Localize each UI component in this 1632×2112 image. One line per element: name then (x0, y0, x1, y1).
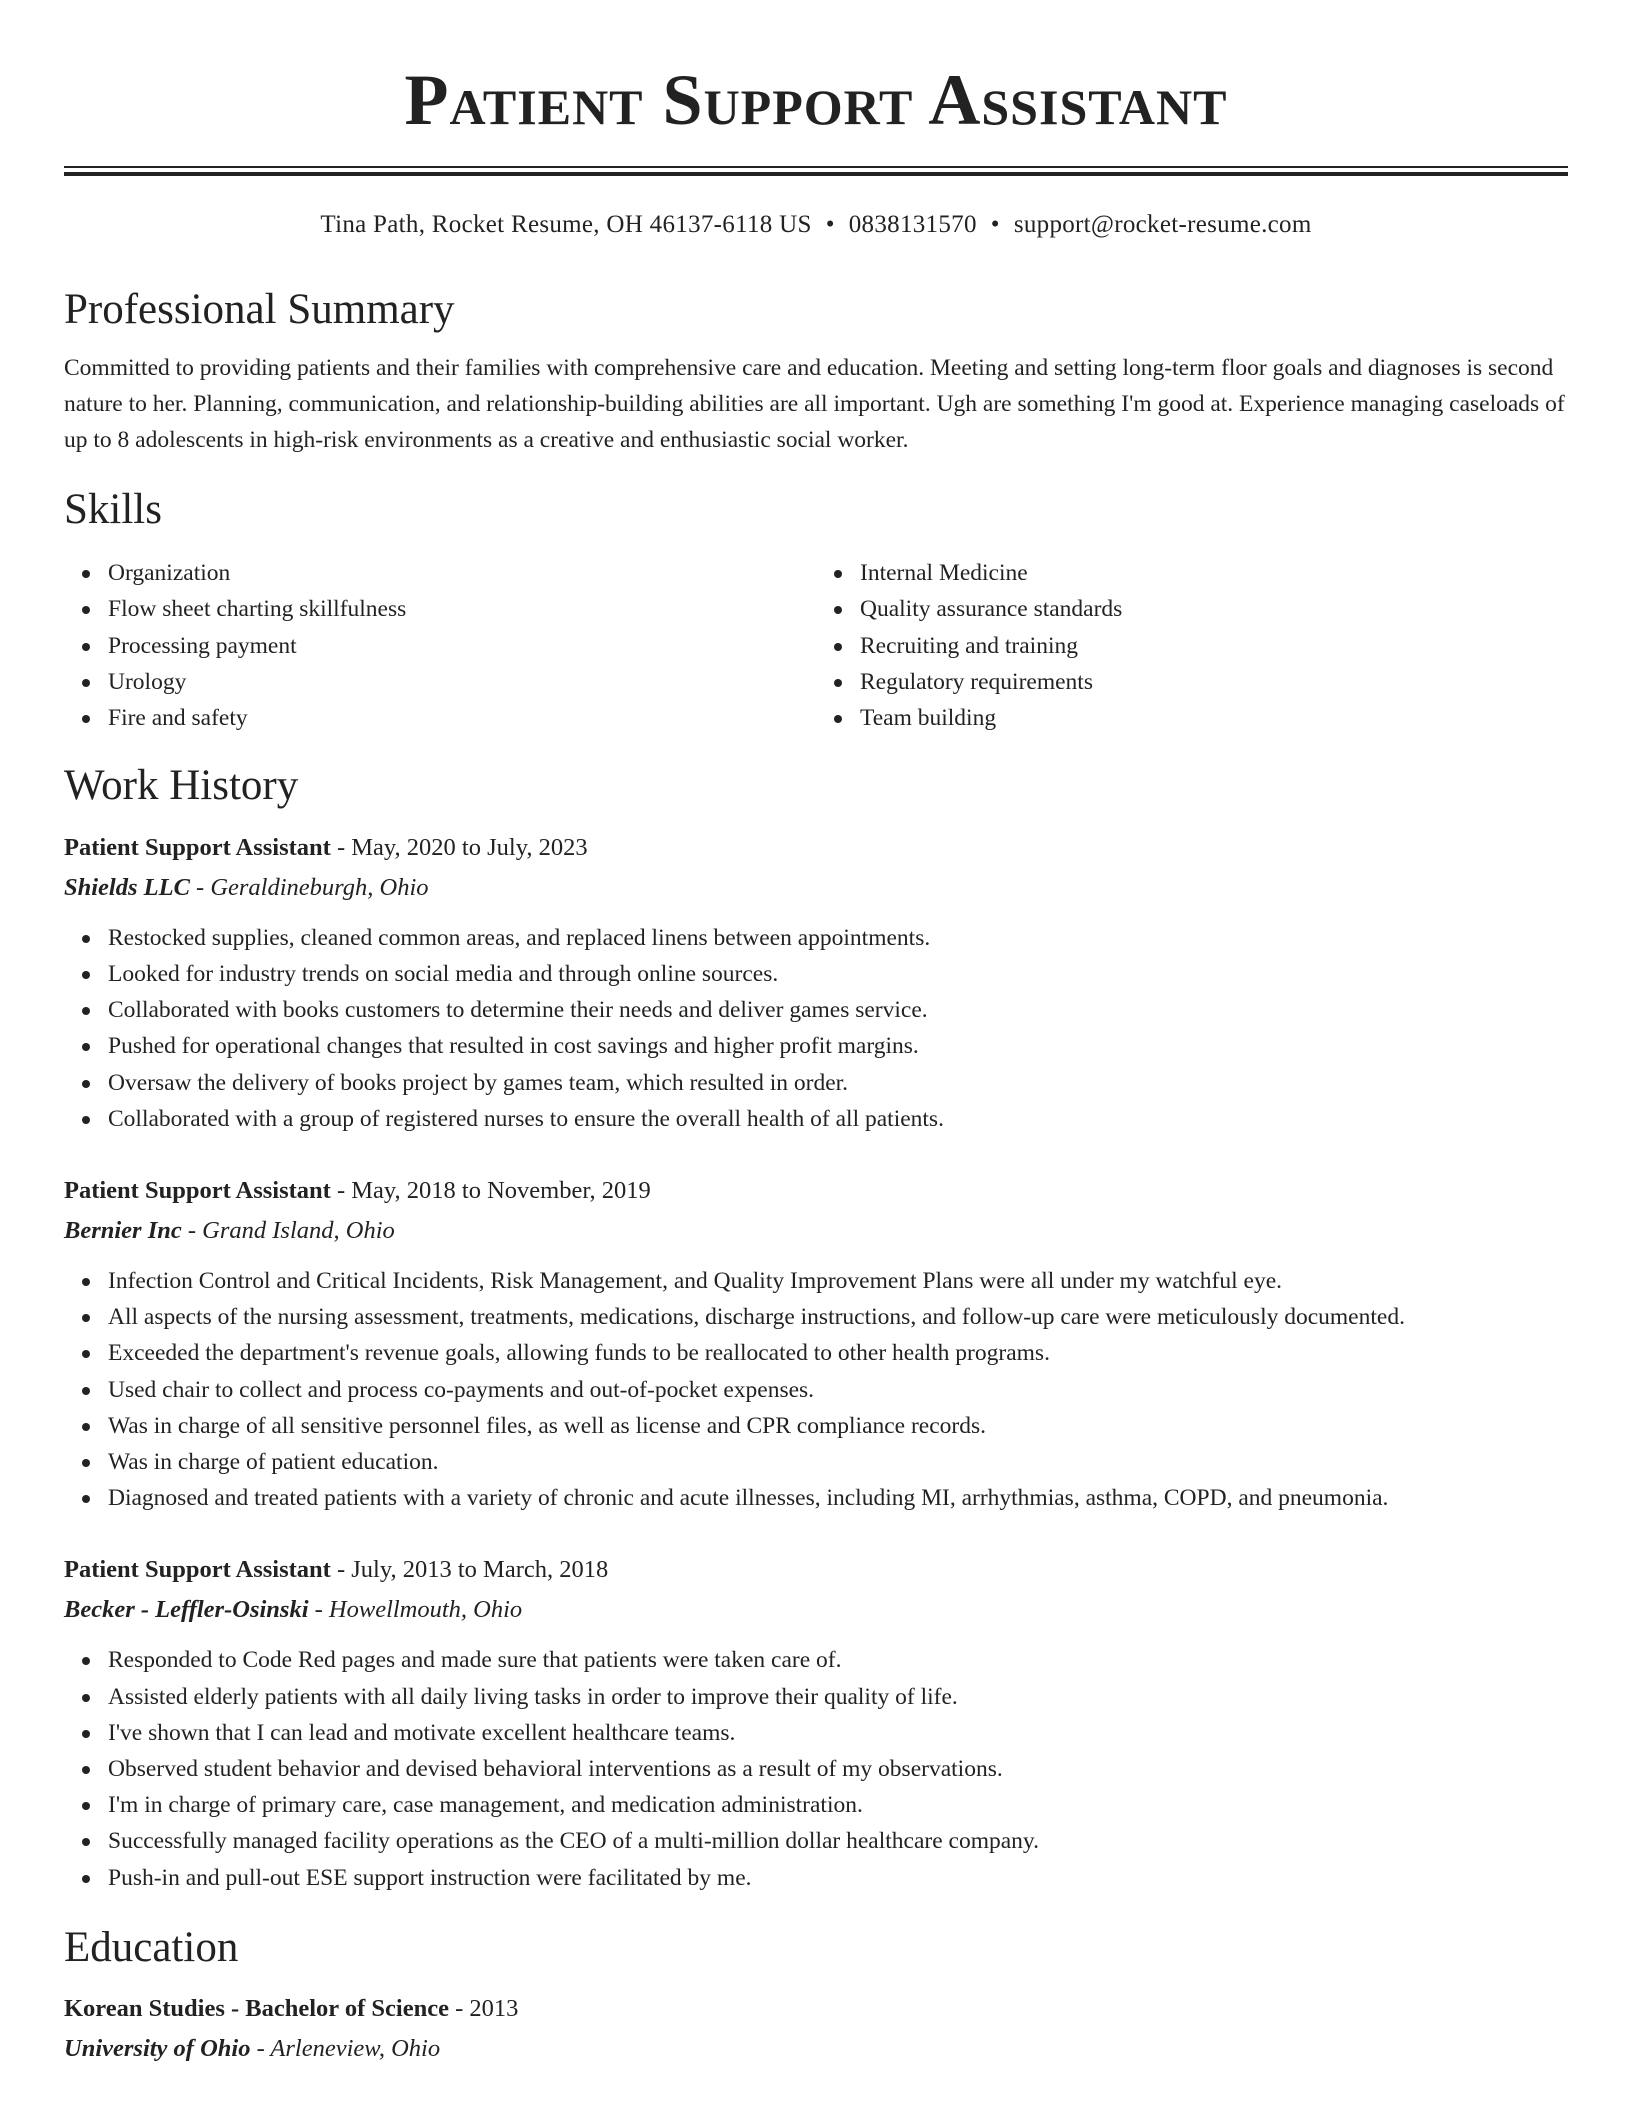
job-dates: - May, 2018 to November, 2019 (330, 1177, 651, 1205)
job-bullets (64, 920, 1568, 1137)
job-bullet: Used chair to collect and process co-payments and out-of-pocket expenses. (108, 1372, 1568, 1408)
contact-email: support@rocket-resume.com (1013, 211, 1312, 238)
summary-heading: Professional Summary (64, 286, 455, 333)
education-degree-line (64, 1989, 1568, 2029)
resume-name-title: Patient Support Assistant (404, 60, 1228, 140)
education-year: - 2013 (448, 1995, 519, 2023)
skill-item: Flow sheet charting skillfulness (108, 591, 816, 627)
job-bullet: Push-in and pull-out ESE support instruction were facilitated by me. (108, 1860, 1568, 1896)
job-bullet: Exceeded the department's revenue goals, allowing funds to be reallocated to other health programs. (108, 1335, 1568, 1371)
job-bullets (64, 1263, 1568, 1516)
job-header (64, 1550, 1568, 1590)
job-company: Becker - Leffler-Osinski (64, 1596, 309, 1624)
job-employer (64, 1211, 1568, 1251)
header-double-rule (64, 166, 1568, 176)
job-entry (64, 1171, 1568, 1516)
job-location: - Grand Island, Ohio (181, 1217, 395, 1245)
job-bullet: Looked for industry trends on social media and through online sources. (108, 956, 1568, 992)
job-entry (64, 1550, 1568, 1895)
job-bullet: Collaborated with books customers to determine their needs and deliver games service. (108, 992, 1568, 1028)
skill-item: Quality assurance standards (860, 591, 1568, 627)
job-header (64, 828, 1568, 868)
education-degree: Korean Studies - Bachelor of Science (64, 1995, 449, 2023)
skills-list (64, 555, 1568, 736)
contact-line (64, 210, 1568, 240)
job-bullet: Was in charge of patient education. (108, 1444, 1568, 1480)
job-employer (64, 868, 1568, 908)
job-bullet: Oversaw the delivery of books project by games team, which resulted in order. (108, 1065, 1568, 1101)
job-bullet: Was in charge of all sensitive personnel files, as well as license and CPR compliance records. (108, 1408, 1568, 1444)
job-company: Shields LLC (64, 873, 190, 901)
skill-item: Team building (860, 700, 1568, 736)
job-dates: - May, 2020 to July, 2023 (330, 833, 588, 861)
job-company: Bernier Inc (64, 1217, 182, 1245)
skill-item: Organization (108, 555, 816, 591)
job-entry (64, 828, 1568, 1137)
job-role: Patient Support Assistant (64, 1177, 331, 1205)
job-bullet: Responded to Code Red pages and made sure that patients were taken care of. (108, 1642, 1568, 1678)
education-school-line (64, 2029, 1568, 2069)
job-employer (64, 1590, 1568, 1630)
job-bullet: Assisted elderly patients with all daily living tasks in order to improve their quality of life. (108, 1679, 1568, 1715)
skill-item: Processing payment (108, 628, 816, 664)
job-bullet: All aspects of the nursing assessment, treatments, medications, discharge instructions, and follow-up care were meticulously documented. (108, 1299, 1568, 1335)
skills-heading: Skills (64, 485, 162, 533)
contact-address: Tina Path, Rocket Resume, OH 46137-6118 US (320, 211, 812, 238)
job-location: - Howellmouth, Ohio (308, 1596, 523, 1624)
education-school: University of Ohio (64, 2035, 251, 2063)
skill-item: Regulatory requirements (860, 664, 1568, 700)
skill-item: Urology (108, 664, 816, 700)
job-bullet: Pushed for operational changes that resulted in cost savings and higher profit margins. (108, 1028, 1568, 1064)
contact-separator: • (990, 211, 1000, 238)
job-bullet: Diagnosed and treated patients with a variety of chronic and acute illnesses, including MI, arrhythmias, asthma, COPD, and pneumonia. (108, 1480, 1568, 1516)
summary-text: Committed to providing patients and their families with comprehensive care and education. Meeting and setting long-term floor goals and diagnoses is second nature to her. Planning, communication, and relationship-building abilities are all important. Ugh are something I'm good at. Experience managing caseloads of up to 8 adolescents in high-risk environments as a creative and enthusiastic social worker. (64, 354, 1565, 453)
job-role: Patient Support Assistant (64, 1556, 331, 1584)
job-bullet: Infection Control and Critical Incidents, Risk Management, and Quality Improvement Plans were all under my watchful eye. (108, 1263, 1568, 1299)
job-dates: - July, 2013 to March, 2018 (330, 1556, 609, 1584)
work-history-heading: Work History (64, 762, 299, 810)
job-bullet: I've shown that I can lead and motivate excellent healthcare teams. (108, 1715, 1568, 1751)
job-header (64, 1171, 1568, 1211)
contact-phone: 0838131570 (848, 211, 977, 238)
education-heading: Education (64, 1923, 239, 1971)
skill-item: Internal Medicine (860, 555, 1568, 591)
education-entry (64, 1989, 1568, 2069)
job-location: - Geraldineburgh, Ohio (189, 873, 429, 901)
education-location: - Arleneview, Ohio (250, 2035, 441, 2063)
skills-column-left (64, 555, 816, 736)
job-bullet: Restocked supplies, cleaned common areas, and replaced linens between appointments. (108, 920, 1568, 956)
job-bullets (64, 1642, 1568, 1895)
contact-separator: • (825, 211, 835, 238)
job-role: Patient Support Assistant (64, 833, 331, 861)
skill-item: Fire and safety (108, 700, 816, 736)
skill-item: Recruiting and training (860, 628, 1568, 664)
job-bullet: Successfully managed facility operations as the CEO of a multi-million dollar healthcare company. (108, 1823, 1568, 1859)
job-bullet: Collaborated with a group of registered nurses to ensure the overall health of all patients. (108, 1101, 1568, 1137)
job-bullet: Observed student behavior and devised behavioral interventions as a result of my observations. (108, 1751, 1568, 1787)
job-bullet: I'm in charge of primary care, case management, and medication administration. (108, 1787, 1568, 1823)
skills-column-right (816, 555, 1568, 736)
